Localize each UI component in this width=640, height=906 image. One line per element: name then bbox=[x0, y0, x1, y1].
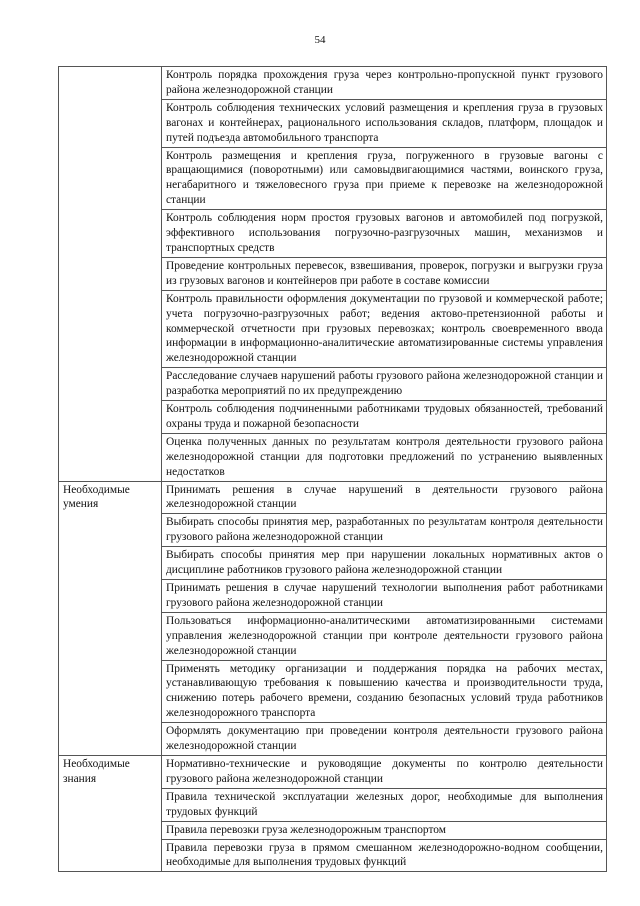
table-row bbox=[59, 755, 607, 788]
function-description-cell: Выбирать способы принятия мер при нарушении локальных нормативных актов о дисциплине работников грузового района железнодорожной станции bbox=[162, 547, 607, 580]
function-description-cell: Правила перевозки груза железнодорожным транспортом bbox=[162, 821, 607, 839]
function-description-cell: Проведение контрольных перевесок, взвешивания, проверок, погрузки и выгрузки груза из грузовых вагонов и контейнеров при работе в составе комиссии bbox=[162, 257, 607, 290]
function-description-cell: Правила перевозки груза в прямом смешанном железнодорожно-водном сообщении, необходимые для выполнения трудовых функций bbox=[162, 839, 607, 872]
function-description-cell: Принимать решения в случае нарушений в деятельности грузового района железнодорожной станции bbox=[162, 481, 607, 514]
function-description-cell: Расследование случаев нарушений работы грузового района железнодорожной станции и разработка мероприятий по их предупреждению bbox=[162, 368, 607, 401]
function-description-cell: Оформлять документацию при проведении контроля деятельности грузового района железнодорожной станции bbox=[162, 723, 607, 756]
function-description-cell: Контроль соблюдения норм простоя грузовых вагонов и автомобилей под погрузкой, эффективного использования погрузочно-разгрузочных машин, механизмов и транспортных средств bbox=[162, 210, 607, 258]
function-description-cell: Контроль соблюдения технических условий размещения и крепления груза в грузовых вагонах и контейнерах, рационального использования складов, платформ, площадок и путей подъезда автомобильного транспорта bbox=[162, 99, 607, 147]
page-number: 54 bbox=[314, 34, 326, 46]
function-description-cell: Контроль соблюдения подчиненными работниками трудовых обязанностей, требований охраны труда и пожарной безопасности bbox=[162, 401, 607, 434]
function-description-cell: Правила технической эксплуатации железных дорог, необходимые для выполнения трудовых функций bbox=[162, 788, 607, 821]
function-description-cell: Пользоваться информационно-аналитическими автоматизированными системами управления железнодорожной станции при контроле деятельности грузового района железнодорожной станции bbox=[162, 612, 607, 660]
section-label bbox=[59, 67, 162, 482]
function-description-cell: Нормативно-технические и руководящие документы по контролю деятельности грузового района железнодорожной станции bbox=[162, 755, 607, 788]
table-row bbox=[59, 481, 607, 514]
function-description-cell: Оценка полученных данных по результатам контроля деятельности грузового района железнодорожной станции для подготовки предложений по устранению выявленных недостатков bbox=[162, 433, 607, 481]
function-description-cell: Выбирать способы принятия мер, разработанных по результатам контроля деятельности грузового района железнодорожной станции bbox=[162, 514, 607, 547]
table-row bbox=[59, 67, 607, 100]
function-description-cell: Контроль размещения и крепления груза, погруженного в грузовые вагоны с вращающимися (поворотными) или самовыдвигающимися частями, воинского груза, негабаритного и тяжеловесного груза при приеме к перевозке на железнодорожной станции bbox=[162, 147, 607, 210]
function-description-cell: Применять методику организации и поддержания порядка на рабочих местах, устанавливающую требования к повышению качества и производительности труда, снижению потерь рабочего времени, созданию безопасных условий труда работников железнодорожного транспорта bbox=[162, 660, 607, 723]
table-body bbox=[59, 67, 607, 872]
section-label: Необходимые знания bbox=[59, 755, 162, 871]
function-description-cell: Контроль правильности оформления документации по грузовой и коммерческой работе; учета погрузочно-разгрузочных работ; ведения актово-претензионной работы и коммерческой отчетности при грузовых перевозках; контроль своевременного ввода информации в информационно-аналитические автоматизированные системы управления железнодорожной станции bbox=[162, 290, 607, 368]
competency-table bbox=[58, 66, 607, 872]
function-description-cell: Контроль порядка прохождения груза через контрольно-пропускной пункт грузового района железнодорожной станции bbox=[162, 67, 607, 100]
function-description-cell: Принимать решения в случае нарушений технологии выполнения работ работниками грузового района железнодорожной станции bbox=[162, 580, 607, 613]
section-label: Необходимые умения bbox=[59, 481, 162, 755]
